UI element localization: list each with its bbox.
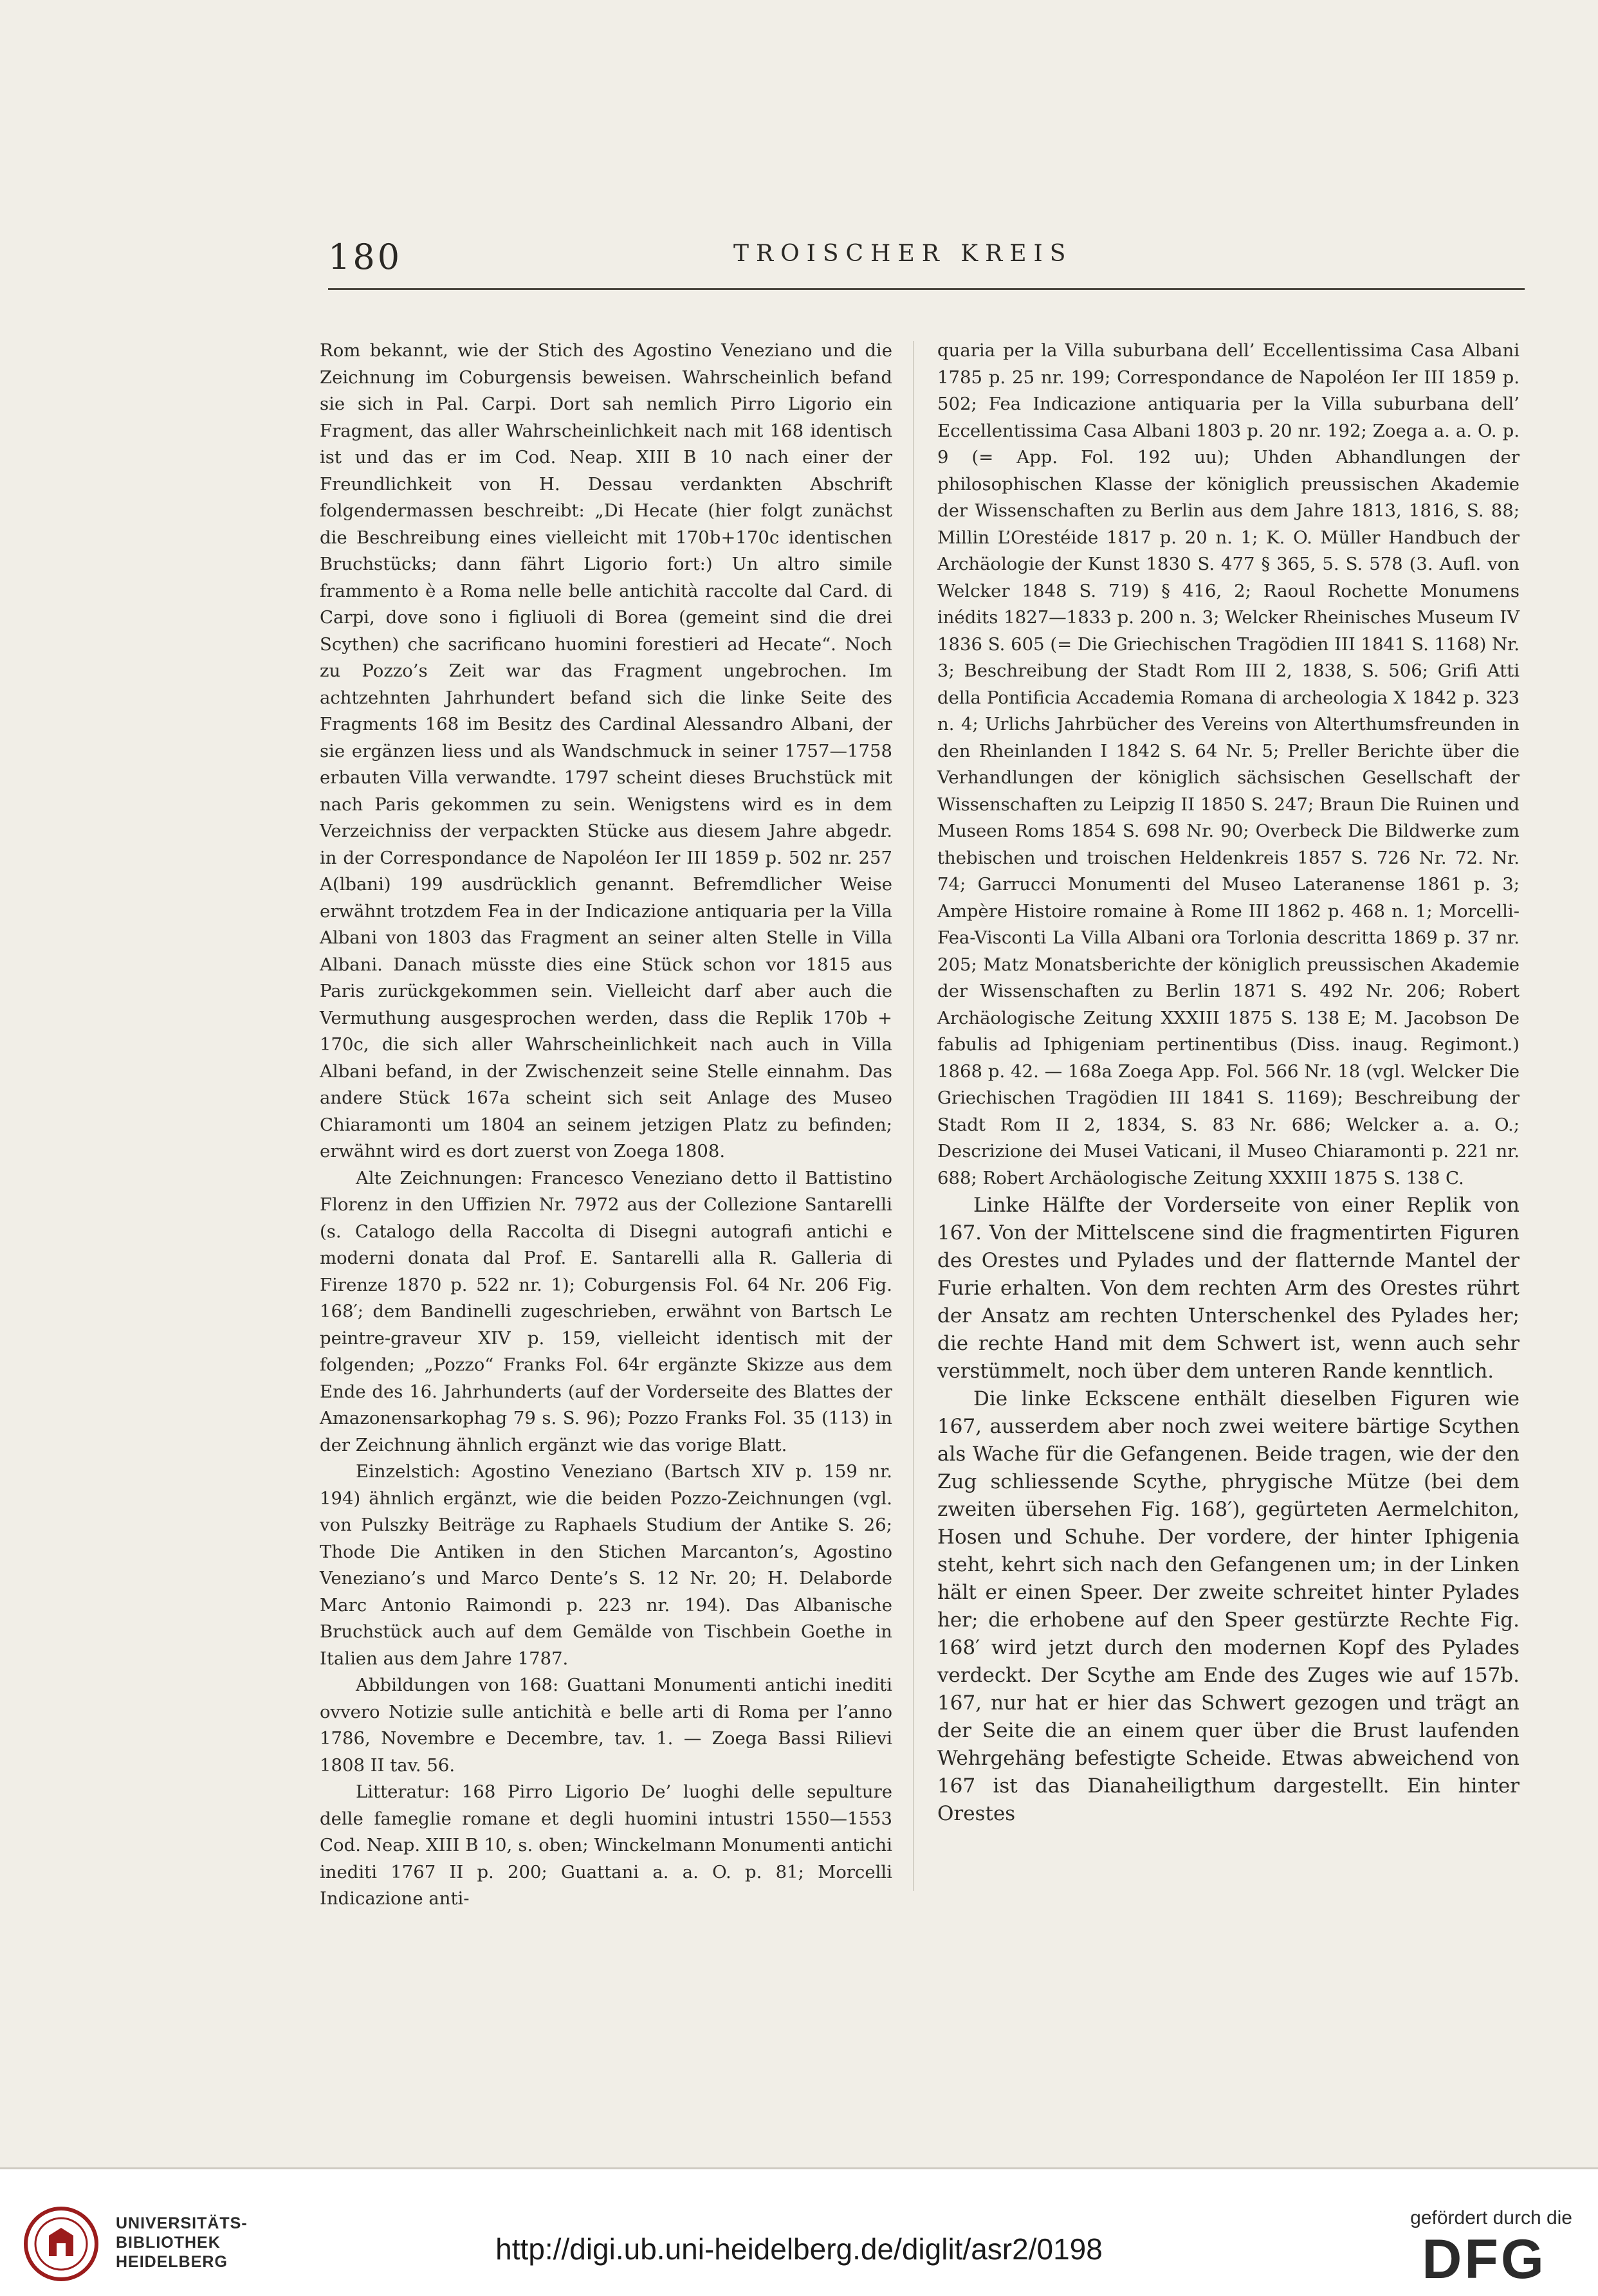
page-number: 180 (328, 237, 403, 277)
paragraph: Die linke Eckscene enthält dieselben Figuren wie 167, ausserdem aber noch zwei weitere bärtige Scythen als Wache für die Gefangenen. Beide tragen, wie der den Zug schliessende Scythe, phrygische Mütze (bei dem zweiten übersehen Fig. 168′), gegürteten Aermelchiton, Hosen und Schuhe. Der vordere, der hinter Iphigenia steht, kehrt sich nach den Gefangenen um; in der Linken hält er einen Speer. Der zweite schreitet hinter Pylades her; die erhobene auf den Speer gestürzte Rechte Fig. 168′ wird jetzt durch den modernen Kopf des Pylades verdeckt. Der Scythe am Ende des Zuges wie auf 157b. 167, nur hat er hier das Schwert gezogen und trägt an der Seite die an einem quer über die Brust laufenden Wehrgehäng befestigte Scheide. Etwas abweichend von 167 ist das Dianaheiligthum dargestellt. Ein hinter Orestes (937, 1387, 1520, 1825)
viewer-footer (0, 2167, 1598, 2296)
header-rule (328, 288, 1525, 290)
paragraph: quaria per la Villa suburbana dell’ Eccellentissima Casa Albani 1785 p. 25 nr. 199; Correspondance de Napoléon Ier III 1859 p. 502; Fea Indicazione antiquaria per la Villa suburbana dell’ Eccellentissima Casa Albani 1803 p. 20 nr. 192; Zoega a. a. O. p. 9 (= App. Fol. 192 uu); Uhden Abhandlungen der philosophischen Klasse der königlich preussischen Akademie der Wissenschaften zu Berlin aus dem Jahre 1813, 1816, S. 88; Millin L’Orestéide 1817 p. 20 n. 1; K. O. Müller Handbuch der Archäologie der Kunst 1830 S. 477 § 365, 5. S. 578 (3. Aufl. von Welcker 1848 S. 719) § 416, 2; Raoul Rochette Monumens inédits 1827—1833 p. 200 n. 3; Welcker Rheinisches Museum IV 1836 S. 605 (= Die Griechischen Tragödien III 1841 S. 1168) Nr. 3; Beschreibung der Stadt Rom III 2, 1838, S. 506; Grifi Atti della Pontificia Accademia Romana di archeologia X 1842 p. 323 n. 4; Urlichs Jahrbücher des Vereins von Alterthumsfreunden in den Rheinlanden I 1842 S. 64 Nr. 5; Preller Berichte über die Verhandlungen der königlich sächsischen Gesellschaft der Wissenschaften zu Leipzig II 1850 S. 247; Braun Die Ruinen und Museen Roms 1854 S. 698 Nr. 90; Overbeck Die Bildwerke zum thebischen und troischen Heldenkreis 1857 S. 726 Nr. 72. Nr. 74; Garrucci Monumenti del Museo Lateranense 1861 p. 3; Ampère Histoire romaine à Rome III 1862 p. 468 n. 1; Morcelli-Fea-Visconti La Villa Albani ora Torlonia descritta 1869 p. 37 nr. 205; Matz Monatsberichte der königlich preussischen Akademie der Wissenschaften zu Berlin 1871 S. 492 Nr. 206; Robert Archäologische Zeitung XXXIII 1875 S. 138 E; M. Jacobson De fabulis ad Iphigeniam pertinentibus (Diss. inaug. Regimont.) 1868 p. 42. — 168a Zoega App. Fol. 566 Nr. 18 (vgl. Welcker Die Griechischen Tragödien III 1841 S. 1169); Beschreibung der Stadt Rom II 2, 1834, S. 83 Nr. 686; Welcker a. a. O.; Descrizione dei Musei Vaticani, il Museo Chiaramonti p. 221 nr. 688; Robert Archäologische Zeitung XXXIII 1875 S. 138 C. (937, 340, 1520, 1189)
paragraph: Alte Zeichnungen: Francesco Veneziano detto il Battistino Florenz in den Uffizien Nr. 7972 aus der Collezione Santarelli (s. Catalogo della Raccolta di Disegni autografi antichi e moderni donata dal Prof. E. Santarelli alla R. Galleria di Firenze 1870 p. 522 nr. 1); Coburgensis Fol. 64 Nr. 206 Fig. 168′; dem Bandinelli zugeschrieben, erwähnt von Bartsch Le peintre-graveur XIV p. 159, vielleicht identisch mit der folgenden; „Pozzo“ Franks Fol. 64r ergänzte Skizze aus dem Ende des 16. Jahrhunderts (auf der Vorderseite des Blattes der Amazonensarkophag 79 s. S. 96); Pozzo Franks Fol. 35 (113) in der Zeichnung ähnlich ergänzt wie das vorige Blatt. (320, 1167, 892, 1455)
paragraph: Litteratur: 168 Pirro Ligorio De’ luoghi delle sepulture delle fameglie romane et degli huomini intustri 1550—1553 Cod. Neap. XIII B 10, s. oben; Winckelmann Monumenti antichi inediti 1767 II p. 200; Guattani a. a. O. p. 81; Morcelli Indicazione anti- (320, 1781, 892, 1909)
running-head: TROISCHER KREIS (733, 241, 1073, 267)
column-divider (913, 341, 914, 1891)
paragraph: Rom bekannt, wie der Stich des Agostino Veneziano und die Zeichnung im Coburgensis beweisen. Wahrscheinlich befand sie sich in Pal. Carpi. Dort sah nemlich Pirro Ligorio ein Fragment, das aller Wahrscheinlichkeit nach mit 168 identisch ist und das er im Cod. Neap. XIII B 10 nach einer der Freundlichkeit von H. Dessau verdankten Abschrift folgendermassen beschreibt: „Di Hecate (hier folgt zunächst die Beschreibung eines vielleicht mit 170b+170c identischen Bruchstücks; dann fährt Ligorio fort:) Un altro simile frammento è a Roma nelle belle antichità raccolte dal Card. di Carpi, dove sono i figliuoli di Borea (gemeint sind die drei Scythen) che sacrificano huomini forestieri ad Hecate“. Noch zu Pozzo’s Zeit war das Fragment ungebrochen. Im achtzehnten Jahrhundert befand sich die linke Seite des Fragments 168 im Besitz des Cardinal Alessandro Albani, der sie ergänzen liess und als Wandschmuck in seiner 1757—1758 erbauten Villa verwandte. 1797 scheint dieses Bruchstück mit nach Paris gekommen zu sein. Wenigstens wird es in dem Verzeichniss der verpackten Stücke aus diesem Jahre abgedr. in der Correspondance de Napoléon Ier III 1859 p. 502 nr. 257 A(lbani) 199 ausdrücklich genannt. Befremdlicher Weise erwähnt trotzdem Fea in der Indicazione antiquaria per la Villa Albani von 1803 das Fragment an seiner alten Stelle in Villa Albani. Danach müsste dies eine Stück schon vor 1815 aus Paris zurückgekommen sein. Vielleicht darf aber auch die Vermuthung ausgesprochen werden, dass die Replik 170b + 170c, die sich aller Wahrscheinlichkeit nach auch in Villa Albani befand, in der Zwischenzeit seine Stelle einnahm. Das andere Stück 167a scheint sich seit Anlage des Museo Chiaramonti um 1804 an seinem jetzigen Platz zu befinden; erwähnt wird es dort zuerst von Zoega 1808. (320, 340, 892, 1162)
paragraph: Linke Hälfte der Vorderseite von einer Replik von 167. Von der Mittelscene sind die fragmentirten Figuren des Orestes und Pylades und der flatternde Mantel der Furie erhalten. Von dem rechten Arm des Orestes rührt der Ansatz am rechten Unterschenkel des Pylades her; die rechte Hand mit dem Schwert ist, wenn auch sehr verstümmelt, noch über dem unteren Rande kenntlich. (937, 1194, 1520, 1383)
right-column (937, 338, 1520, 1894)
left-column (320, 338, 892, 1909)
university-name-line: UNIVERSITÄTS- (116, 2214, 248, 2232)
funded-by-label: gefördert durch die (1410, 2207, 1572, 2228)
dfg-logo-icon (1397, 2228, 1571, 2290)
dfg-logo-text: DFG (1422, 2228, 1547, 2290)
university-name-line: BIBLIOTHEK (116, 2234, 221, 2252)
footer-rule (0, 2167, 1598, 2169)
paragraph: Einzelstich: Agostino Veneziano (Bartsch XIV p. 159 nr. 194) ähnlich ergänzt, wie die beiden Pozzo-Zeichnungen (vgl. von Pulszky Beiträge zu Raphaels Studium der Antike S. 26; Thode Die Antiken in den Stichen Marcanton’s, Agostino Veneziano’s und Marco Dente’s S. 12 Nr. 20; H. Delaborde Marc Antonio Raimondi p. 223 nr. 194). Das Albanische Bruchstück auch auf dem Gemälde von Tischbein Goethe in Italien aus dem Jahre 1787. (320, 1461, 892, 1669)
permalink-url[interactable]: http://digi.ub.uni-heidelberg.de/diglit/asr2/0198 (495, 2232, 1103, 2266)
university-name-line: HEIDELBERG (116, 2253, 228, 2271)
paragraph: Abbildungen von 168: Guattani Monumenti antichi inediti ovvero Notizie sulle antichità e belle arti di Roma per l’anno 1786, Novembre e Decembre, tav. 1. — Zoega Bassi Rilievi 1808 II tav. 56. (320, 1675, 892, 1776)
